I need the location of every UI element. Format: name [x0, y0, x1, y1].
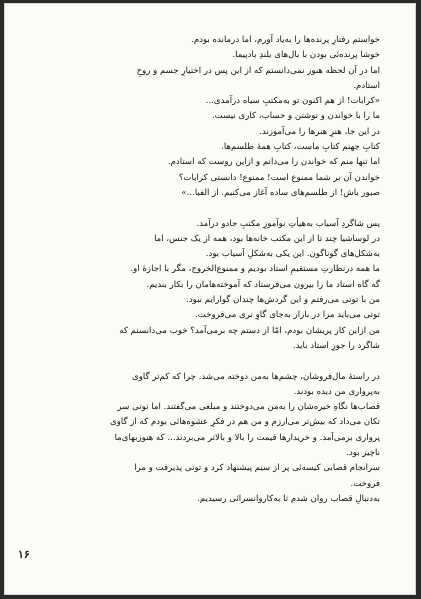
text-line: اما در آن لحظه هنوز نمی‌دانستم که از این پس در اختیارِ جسم و روحِ: [136, 65, 380, 76]
text-line: اما تنها منم که خواندن را می‌دانم و ازاین روست که استادم.: [167, 157, 380, 168]
text-line: استادم.: [353, 80, 380, 91]
text-line: ما همه درنظارتِ مستقیمِ استاد بودیم و ممنوع‌الخروج، مگر با اجازهٔ او.: [130, 264, 380, 275]
text-line: کتابِ جهنم کتابِ ماست، کتابِ همهٔ طلسم‌ها.: [221, 142, 380, 153]
text-line: قصاب‌ها نگاهِ خیره‌شان را به‌من می‌دوختند و مبلغی می‌گفتند. اما توتی سر: [117, 402, 380, 413]
text-line: ناچیز بود.: [346, 448, 380, 459]
text-line: به‌دنبالِ قصاب روان شدم تا به‌کاروانسرائی رسیدیم.: [197, 493, 380, 504]
page-number: ۱۶: [18, 548, 30, 561]
text-line: خوشا پرنده‌ئی بودن با بال‌های بلندِ بادپیما.: [232, 50, 380, 61]
text-line: به‌شکل‌های گوناگون. این یکی به‌شکلِ آسیاب بود.: [205, 249, 380, 260]
paragraph-1: [26, 33, 380, 201]
text-line: من با توتی می‌رفتم و این گردش‌ها چندان گوارایم نبود.: [186, 295, 380, 306]
paragraph-2: [26, 217, 380, 355]
text-line: صبور باش! از طلسم‌های ساده آغاز می‌کنیم. از الفبا...»: [181, 187, 380, 198]
paragraph-gap: [26, 201, 380, 216]
text-line: سرانجام قصابی کیسه‌ئی پر از سیم پیشنهاد کرد و توتی پذیرفت و مرا: [134, 463, 380, 474]
text-line: پس شاگردِ آسیاب به‌هیأتِ نوآموزِ مکتبِ جادو درآمد.: [196, 218, 380, 229]
text-line: به‌پرواری من دیده بودند.: [293, 386, 380, 397]
text-line: شاگرد را جورِ استاد باید.: [292, 340, 380, 351]
text-line: در این جا، هنرِ هنرها را می‌آموزند.: [259, 126, 380, 137]
book-page: [4, 3, 416, 595]
text-line: تکان می‌داد که بیش‌تر می‌ارزم و من هم در فکرِ عشوه‌هائی بودم که از گاوی: [109, 417, 380, 428]
text-line: ما را با خواندن و نوشتن و حساب، کاری نیست.: [211, 111, 380, 122]
text-line: خواندن آن بر شما ممنوع است! ممنوع! دانستی کرابات؟: [178, 172, 380, 183]
text-line: «کرابات! از هم اکنون تو به‌مکتبِ سیاه درآمدی...: [205, 96, 380, 107]
text-line: فروخت.: [350, 478, 380, 489]
paragraph-gap: [26, 354, 380, 369]
page-text: [26, 33, 380, 507]
text-line: توتی می‌باید مرا در بازار به‌جای گاوِ نری می‌فروخت.: [195, 310, 380, 321]
text-line: گه گاه استاد ما را بیرون می‌فرستاد که آموخته‌هامان را بکار بندیم.: [146, 279, 380, 290]
paragraph-3: [26, 370, 380, 508]
text-line: من ازاین کار پریشان بودم، امّا از دستم چه برمی‌آمد؟ خوب می‌دانستم که: [119, 325, 380, 336]
text-line: در راستهٔ مال‌فروشان، چشم‌ها به‌من دوخته می‌شد. چرا که کم‌تر گاوی: [132, 371, 380, 382]
text-line: در لوساشیا چند تا از این مکتب خانه‌ها بود، همه از یک جنس، اما: [154, 233, 380, 244]
text-line: خواستم رفتارِ پرنده‌ها را به‌یاد آورم، اما درمانده بودم.: [191, 35, 380, 45]
text-line: پرواری برمی‌آمد. و خریدارها قیمت را بالا و بالاتر می‌بردند... که هنوزبهای‌ما: [114, 432, 380, 443]
